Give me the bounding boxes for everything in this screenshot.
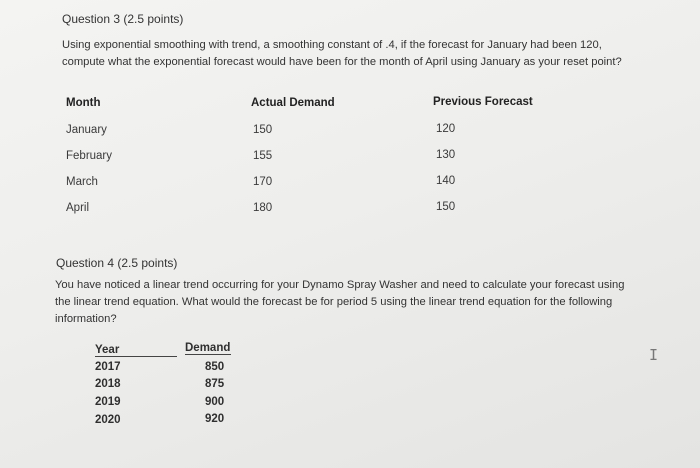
- q4-row-year: 2019: [95, 396, 121, 408]
- q3-row-forecast: 150: [436, 201, 456, 213]
- q3-row-actual: 150: [253, 124, 273, 136]
- q4-row-demand: 875: [205, 378, 225, 390]
- q3-row-month: March: [66, 176, 98, 188]
- question-3-text: Using exponential smoothing with trend, a smoothing constant of .4, if the forecast for January had been 120, compute what the exponential forecast would have been for the month of April using January as your reset point?: [62, 39, 622, 68]
- q3-row-forecast: 140: [436, 175, 456, 187]
- q3-row-actual: 155: [253, 150, 273, 162]
- q3-row-month: April: [66, 202, 90, 214]
- q4-row-demand: 920: [205, 413, 225, 425]
- q4-header-demand: Demand: [185, 342, 231, 354]
- q4-row-year: 2018: [95, 378, 121, 390]
- q3-header-previous-forecast: Previous Forecast: [433, 96, 533, 108]
- q3-header-month: Month: [66, 97, 101, 109]
- question-4-text: You have noticed a linear trend occurring for your Dynamo Spray Washer and need to calculate your forecast using the linear trend equation. What would the forecast be for period 5 using the linear trend equation for the following information?: [55, 279, 625, 325]
- q3-row-forecast: 120: [436, 123, 456, 135]
- q3-row-forecast: 130: [436, 149, 456, 161]
- q3-row-month: February: [66, 150, 113, 162]
- q4-row-demand: 850: [205, 361, 225, 373]
- question-4-title: Question 4 (2.5 points): [56, 256, 178, 270]
- text-cursor-icon: I: [649, 346, 659, 364]
- q4-row-year: 2017: [95, 361, 121, 373]
- q4-header-year: Year: [95, 344, 175, 357]
- q3-row-month: January: [66, 124, 107, 136]
- q3-row-actual: 180: [253, 202, 273, 214]
- q3-header-actual-demand: Actual Demand: [251, 97, 335, 109]
- question-3-title: Question 3 (2.5 points): [62, 12, 184, 26]
- q4-row-year: 2020: [95, 414, 121, 426]
- q3-row-actual: 170: [253, 176, 273, 188]
- q4-row-demand: 900: [205, 396, 225, 408]
